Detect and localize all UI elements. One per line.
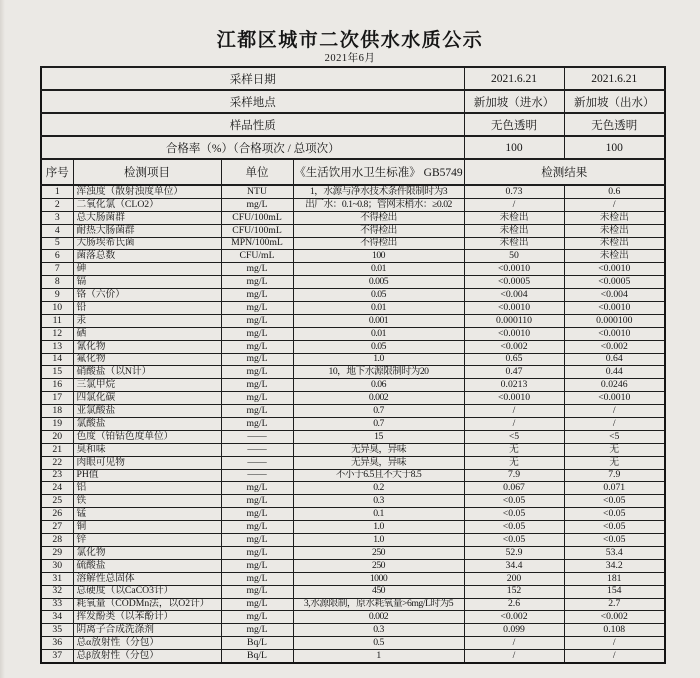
standard-limit: 0.001 xyxy=(293,314,464,327)
unit: mg/L xyxy=(221,624,293,637)
result-outlet: <0.0010 xyxy=(564,263,665,276)
result-inlet: <5 xyxy=(464,430,564,443)
result-outlet: / xyxy=(564,418,665,431)
row-no: 6 xyxy=(41,250,73,263)
row-no: 23 xyxy=(41,469,73,482)
table-row xyxy=(41,185,665,198)
result-inlet: <0.002 xyxy=(464,340,564,353)
result-outlet: 0.108 xyxy=(564,624,665,637)
result-inlet: 0.099 xyxy=(464,624,564,637)
standard-limit: 10，地下水源限制时为20 xyxy=(293,366,464,379)
table-row xyxy=(41,327,665,340)
result-outlet: <0.004 xyxy=(564,289,665,302)
unit: mg/L xyxy=(221,521,293,534)
result-inlet: / xyxy=(464,637,564,650)
unit: mg/L xyxy=(221,585,293,598)
result-inlet: <0.002 xyxy=(464,611,564,624)
table-row xyxy=(41,418,665,431)
table-row xyxy=(41,585,665,598)
item-name: 硫酸盐 xyxy=(73,559,221,572)
standard-limit: 不得检出 xyxy=(293,224,464,237)
standard-limit: 15 xyxy=(293,430,464,443)
unit: mg/L xyxy=(221,302,293,315)
result-inlet: 0.000110 xyxy=(464,314,564,327)
page-subtitle: 2021年6月 xyxy=(324,53,376,64)
row-no: 22 xyxy=(41,456,73,469)
row-no: 11 xyxy=(41,314,73,327)
item-name: 浑浊度（散射浊度单位） xyxy=(73,185,221,198)
standard-limit: 0.5 xyxy=(293,637,464,650)
result-outlet: 0.44 xyxy=(564,366,665,379)
standard-limit: 0.3 xyxy=(293,495,464,508)
row-no: 33 xyxy=(41,598,73,611)
table-row xyxy=(41,198,665,211)
result-outlet: / xyxy=(564,198,665,211)
result-inlet: 未检出 xyxy=(464,211,564,224)
row-no: 16 xyxy=(41,379,73,392)
item-name: 二氧化氯（CLO2） xyxy=(73,198,221,211)
result-inlet: <0.0005 xyxy=(464,276,564,289)
item-name: 三氯甲烷 xyxy=(73,379,221,392)
result-inlet: 7.9 xyxy=(464,469,564,482)
item-name: 镉 xyxy=(73,276,221,289)
row-no: 24 xyxy=(41,482,73,495)
row-no: 7 xyxy=(41,263,73,276)
result-outlet: <0.05 xyxy=(564,495,665,508)
result-inlet: <0.05 xyxy=(464,495,564,508)
standard-limit: 250 xyxy=(293,559,464,572)
result-inlet: <0.0010 xyxy=(464,327,564,340)
row-no: 36 xyxy=(41,637,73,650)
row-no: 12 xyxy=(41,327,73,340)
standard-limit: 1.0 xyxy=(293,521,464,534)
standard-limit: 0.005 xyxy=(293,276,464,289)
table-row xyxy=(41,366,665,379)
unit: mg/L xyxy=(221,198,293,211)
unit: —— xyxy=(221,469,293,482)
result-outlet: / xyxy=(564,650,665,663)
unit: mg/L xyxy=(221,392,293,405)
result-outlet: 未检出 xyxy=(564,237,665,250)
row-no: 9 xyxy=(41,289,73,302)
item-name: 亚氯酸盐 xyxy=(73,405,221,418)
table-row xyxy=(41,611,665,624)
unit: mg/L xyxy=(221,534,293,547)
table-row xyxy=(41,443,665,456)
scan-edge-shadow xyxy=(0,0,5,678)
meta-row-pass-rate xyxy=(41,136,665,159)
unit: mg/L xyxy=(221,572,293,585)
unit: mg/L xyxy=(221,379,293,392)
table-row xyxy=(41,276,665,289)
row-no: 31 xyxy=(41,572,73,585)
result-outlet: 无 xyxy=(564,456,665,469)
table-row xyxy=(41,211,665,224)
result-inlet: <0.0010 xyxy=(464,302,564,315)
row-no: 10 xyxy=(41,302,73,315)
table-row xyxy=(41,469,665,482)
page-title: 江都区城市二次供水水质公示 xyxy=(216,30,484,51)
item-name: 汞 xyxy=(73,314,221,327)
table-row xyxy=(41,302,665,315)
result-outlet: <0.0005 xyxy=(564,276,665,289)
standard-limit: 0.002 xyxy=(293,392,464,405)
table-row xyxy=(41,314,665,327)
row-no: 1 xyxy=(41,185,73,198)
result-inlet: 0.47 xyxy=(464,366,564,379)
meta-row-sample-nature xyxy=(41,113,665,136)
header-item: 检测项目 xyxy=(73,159,221,185)
sample-location-outlet: 新加坡（出水） xyxy=(564,90,665,113)
result-inlet: <0.004 xyxy=(464,289,564,302)
item-name: 铝 xyxy=(73,482,221,495)
result-inlet: / xyxy=(464,650,564,663)
table-row xyxy=(41,624,665,637)
item-name: 溶解性总固体 xyxy=(73,572,221,585)
result-inlet: <0.05 xyxy=(464,521,564,534)
unit: mg/L xyxy=(221,482,293,495)
result-outlet: 154 xyxy=(564,585,665,598)
meta-label-sample-nature: 样品性质 xyxy=(41,113,464,136)
results-body xyxy=(41,185,665,663)
result-inlet: 0.73 xyxy=(464,185,564,198)
item-name: 总大肠菌群 xyxy=(73,211,221,224)
unit: mg/L xyxy=(221,263,293,276)
item-name: 总β放射性（分包） xyxy=(73,650,221,663)
result-inlet: 未检出 xyxy=(464,237,564,250)
unit: —— xyxy=(221,430,293,443)
standard-limit: 1 xyxy=(293,650,464,663)
item-name: 大肠埃希氏菌 xyxy=(73,237,221,250)
unit: mg/L xyxy=(221,598,293,611)
unit: mg/L xyxy=(221,611,293,624)
table-row xyxy=(41,224,665,237)
table-row xyxy=(41,495,665,508)
result-inlet: / xyxy=(464,198,564,211)
unit: CFU/100mL xyxy=(221,224,293,237)
unit: mg/L xyxy=(221,314,293,327)
standard-limit: 0.1 xyxy=(293,508,464,521)
result-inlet: 0.0213 xyxy=(464,379,564,392)
unit: mg/L xyxy=(221,559,293,572)
standard-limit: 0.05 xyxy=(293,289,464,302)
unit: —— xyxy=(221,443,293,456)
row-no: 13 xyxy=(41,340,73,353)
result-outlet: 无 xyxy=(564,443,665,456)
result-outlet: / xyxy=(564,637,665,650)
standard-limit: 1000 xyxy=(293,572,464,585)
result-inlet: 0.65 xyxy=(464,353,564,366)
standard-limit: 0.002 xyxy=(293,611,464,624)
row-no: 28 xyxy=(41,534,73,547)
item-name: 色度（铂钴色度单位） xyxy=(73,430,221,443)
standard-limit: 0.2 xyxy=(293,482,464,495)
standard-limit: 不得检出 xyxy=(293,211,464,224)
row-no: 14 xyxy=(41,353,73,366)
table-row xyxy=(41,482,665,495)
result-outlet: 0.0246 xyxy=(564,379,665,392)
item-name: 总α放射性（分包） xyxy=(73,637,221,650)
row-no: 25 xyxy=(41,495,73,508)
result-outlet: / xyxy=(564,405,665,418)
table-row xyxy=(41,637,665,650)
item-name: 氟化物 xyxy=(73,353,221,366)
item-name: 挥发酚类（以苯酚计） xyxy=(73,611,221,624)
sample-date-outlet: 2021.6.21 xyxy=(564,67,665,90)
standard-limit: 1，水源与净水技术条件限制时为3 xyxy=(293,185,464,198)
item-name: 氯酸盐 xyxy=(73,418,221,431)
water-quality-table xyxy=(40,66,666,664)
item-name: 四氯化碳 xyxy=(73,392,221,405)
item-name: 铬（六价） xyxy=(73,289,221,302)
unit: mg/L xyxy=(221,353,293,366)
result-outlet: 53.4 xyxy=(564,546,665,559)
column-header-row xyxy=(41,159,665,185)
result-inlet: 2.6 xyxy=(464,598,564,611)
table-row xyxy=(41,405,665,418)
header-result: 检测结果 xyxy=(464,159,665,185)
result-inlet: 0.067 xyxy=(464,482,564,495)
meta-label-pass-rate: 合格率（%）（合格项次 / 总项次） xyxy=(41,136,464,159)
result-inlet: 52.9 xyxy=(464,546,564,559)
table-row xyxy=(41,559,665,572)
result-inlet: / xyxy=(464,418,564,431)
item-name: 砷 xyxy=(73,263,221,276)
header-unit: 单位 xyxy=(221,159,293,185)
unit: MPN/100mL xyxy=(221,237,293,250)
row-no: 3 xyxy=(41,211,73,224)
row-no: 8 xyxy=(41,276,73,289)
table-row xyxy=(41,534,665,547)
row-no: 32 xyxy=(41,585,73,598)
item-name: 阴离子合成洗涤剂 xyxy=(73,624,221,637)
result-inlet: 未检出 xyxy=(464,224,564,237)
item-name: 氯化物 xyxy=(73,546,221,559)
unit: mg/L xyxy=(221,546,293,559)
standard-limit: 出厂水：0.1~0.8；管网末梢水：≥0.02 xyxy=(293,198,464,211)
result-inlet: 无 xyxy=(464,456,564,469)
unit: mg/L xyxy=(221,418,293,431)
row-no: 5 xyxy=(41,237,73,250)
standard-limit: 0.01 xyxy=(293,263,464,276)
standard-limit: 1.0 xyxy=(293,534,464,547)
item-name: 铅 xyxy=(73,302,221,315)
result-outlet: 0.6 xyxy=(564,185,665,198)
meta-label-sample-date: 采样日期 xyxy=(41,67,464,90)
result-outlet: 0.64 xyxy=(564,353,665,366)
item-name: 耗氧量（CODMn法，以O2计） xyxy=(73,598,221,611)
result-inlet: <0.05 xyxy=(464,508,564,521)
standard-limit: 不小于6.5且不大于8.5 xyxy=(293,469,464,482)
standard-limit: 100 xyxy=(293,250,464,263)
table-row xyxy=(41,430,665,443)
result-outlet: <0.0010 xyxy=(564,302,665,315)
result-outlet: 7.9 xyxy=(564,469,665,482)
result-inlet: <0.05 xyxy=(464,534,564,547)
item-name: 铁 xyxy=(73,495,221,508)
result-outlet: 0.000100 xyxy=(564,314,665,327)
header-no: 序号 xyxy=(41,159,73,185)
result-outlet: 0.071 xyxy=(564,482,665,495)
result-inlet: 152 xyxy=(464,585,564,598)
item-name: 臭和味 xyxy=(73,443,221,456)
pass-rate-inlet: 100 xyxy=(464,136,564,159)
row-no: 29 xyxy=(41,546,73,559)
table-row xyxy=(41,598,665,611)
sample-nature-outlet: 无色透明 xyxy=(564,113,665,136)
standard-limit: 1.0 xyxy=(293,353,464,366)
row-no: 20 xyxy=(41,430,73,443)
item-name: 菌落总数 xyxy=(73,250,221,263)
item-name: 硒 xyxy=(73,327,221,340)
header-standard: 《生活饮用水卫生标准》 GB5749 xyxy=(293,159,464,185)
result-outlet: 未检出 xyxy=(564,224,665,237)
standard-limit: 无异臭，异味 xyxy=(293,456,464,469)
unit: Bq/L xyxy=(221,637,293,650)
table-row xyxy=(41,379,665,392)
pass-rate-outlet: 100 xyxy=(564,136,665,159)
standard-limit: 0.01 xyxy=(293,302,464,315)
table-row xyxy=(41,508,665,521)
table-row xyxy=(41,353,665,366)
unit: mg/L xyxy=(221,340,293,353)
standard-limit: 3,水源限制，原水耗氧量>6mg/L时为5 xyxy=(293,598,464,611)
unit: NTU xyxy=(221,185,293,198)
result-outlet: <0.0010 xyxy=(564,327,665,340)
sample-date-inlet: 2021.6.21 xyxy=(464,67,564,90)
result-inlet: <0.0010 xyxy=(464,392,564,405)
meta-row-sample-date xyxy=(41,67,665,90)
meta-label-sample-location: 采样地点 xyxy=(41,90,464,113)
meta-row-sample-location xyxy=(41,90,665,113)
result-outlet: 2.7 xyxy=(564,598,665,611)
item-name: 总硬度（以CaCO3计） xyxy=(73,585,221,598)
unit: mg/L xyxy=(221,405,293,418)
result-outlet: 未检出 xyxy=(564,211,665,224)
standard-limit: 0.01 xyxy=(293,327,464,340)
result-inlet: 200 xyxy=(464,572,564,585)
row-no: 2 xyxy=(41,198,73,211)
table-row xyxy=(41,340,665,353)
result-outlet: <0.002 xyxy=(564,340,665,353)
result-outlet: <0.05 xyxy=(564,508,665,521)
unit: mg/L xyxy=(221,495,293,508)
result-outlet: <0.05 xyxy=(564,534,665,547)
item-name: 锌 xyxy=(73,534,221,547)
table-row xyxy=(41,521,665,534)
standard-limit: 0.06 xyxy=(293,379,464,392)
row-no: 26 xyxy=(41,508,73,521)
row-no: 21 xyxy=(41,443,73,456)
result-inlet: 50 xyxy=(464,250,564,263)
item-name: 硝酸盐（以N计） xyxy=(73,366,221,379)
item-name: PH值 xyxy=(73,469,221,482)
result-inlet: <0.0010 xyxy=(464,263,564,276)
sample-location-inlet: 新加坡（进水） xyxy=(464,90,564,113)
result-inlet: 无 xyxy=(464,443,564,456)
result-inlet: 34.4 xyxy=(464,559,564,572)
table-row xyxy=(41,237,665,250)
sample-nature-inlet: 无色透明 xyxy=(464,113,564,136)
unit: mg/L xyxy=(221,508,293,521)
result-outlet: 181 xyxy=(564,572,665,585)
result-inlet: / xyxy=(464,405,564,418)
row-no: 34 xyxy=(41,611,73,624)
item-name: 氰化物 xyxy=(73,340,221,353)
result-outlet: <0.05 xyxy=(564,521,665,534)
result-outlet: 34.2 xyxy=(564,559,665,572)
result-outlet: <0.002 xyxy=(564,611,665,624)
result-outlet: <5 xyxy=(564,430,665,443)
table-row xyxy=(41,650,665,663)
table-row xyxy=(41,289,665,302)
row-no: 37 xyxy=(41,650,73,663)
unit: CFU/mL xyxy=(221,250,293,263)
row-no: 35 xyxy=(41,624,73,637)
table-row xyxy=(41,456,665,469)
standard-limit: 450 xyxy=(293,585,464,598)
table-row xyxy=(41,250,665,263)
unit: mg/L xyxy=(221,289,293,302)
row-no: 19 xyxy=(41,418,73,431)
item-name: 铜 xyxy=(73,521,221,534)
result-outlet: <0.0010 xyxy=(564,392,665,405)
unit: mg/L xyxy=(221,366,293,379)
row-no: 4 xyxy=(41,224,73,237)
row-no: 18 xyxy=(41,405,73,418)
row-no: 27 xyxy=(41,521,73,534)
table-row xyxy=(41,546,665,559)
unit: —— xyxy=(221,456,293,469)
row-no: 15 xyxy=(41,366,73,379)
item-name: 耐热大肠菌群 xyxy=(73,224,221,237)
table-row xyxy=(41,572,665,585)
standard-limit: 不得检出 xyxy=(293,237,464,250)
unit: mg/L xyxy=(221,276,293,289)
result-outlet: 未检出 xyxy=(564,250,665,263)
item-name: 肉眼可见物 xyxy=(73,456,221,469)
table-row xyxy=(41,263,665,276)
unit: CFU/100mL xyxy=(221,211,293,224)
standard-limit: 0.7 xyxy=(293,418,464,431)
standard-limit: 无异臭，异味 xyxy=(293,443,464,456)
item-name: 锰 xyxy=(73,508,221,521)
unit: Bq/L xyxy=(221,650,293,663)
standard-limit: 0.3 xyxy=(293,624,464,637)
unit: mg/L xyxy=(221,327,293,340)
standard-limit: 0.05 xyxy=(293,340,464,353)
row-no: 17 xyxy=(41,392,73,405)
standard-limit: 250 xyxy=(293,546,464,559)
row-no: 30 xyxy=(41,559,73,572)
table-row xyxy=(41,392,665,405)
standard-limit: 0.7 xyxy=(293,405,464,418)
